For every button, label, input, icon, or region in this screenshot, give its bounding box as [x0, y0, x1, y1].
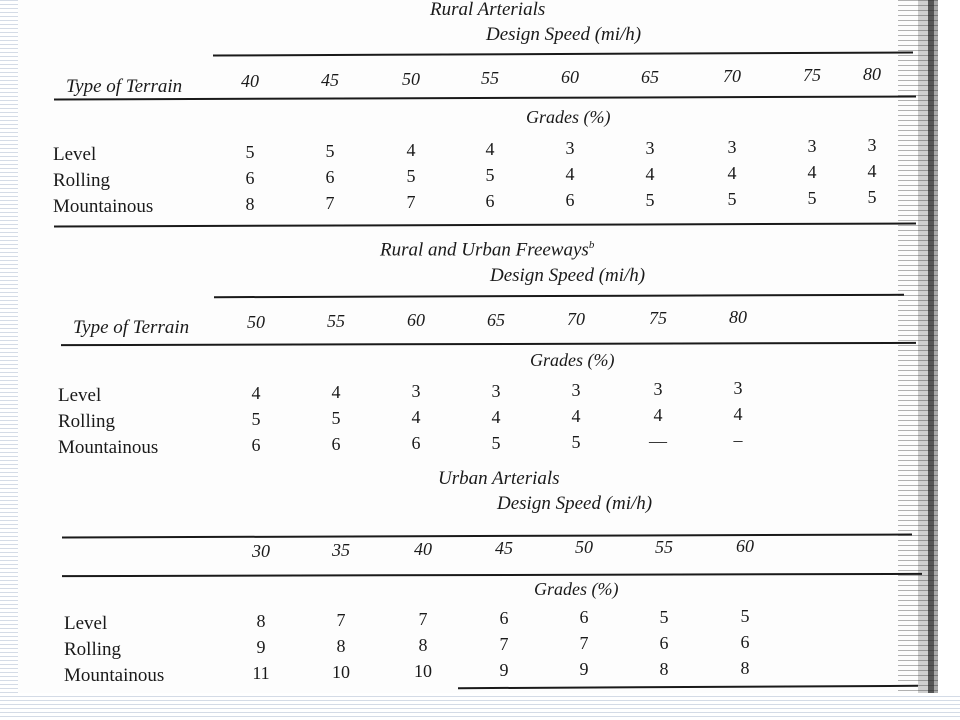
grade-cell: 5 [331, 408, 341, 429]
rural-arterials-design-speed-label: Design Speed (mi/h) [486, 24, 642, 45]
grade-cell: 5 [251, 409, 261, 429]
design-speed-cell: 50 [247, 312, 265, 332]
terrain-row-label: Mountainous [53, 196, 154, 217]
rural-arterials-top-rule [213, 51, 913, 56]
terrain-row-label: Mountainous [58, 437, 159, 458]
grade-cell: 3 [867, 134, 877, 155]
grade-cell: 4 [485, 139, 495, 160]
grade-cell: 6 [579, 607, 589, 628]
design-speed-cell: 45 [321, 70, 339, 91]
design-speed-cell: 60 [561, 67, 579, 88]
design-speed-cell: 60 [736, 535, 754, 556]
grade-cell: 9 [499, 660, 509, 681]
design-speed-cell: 40 [414, 539, 432, 560]
rural-arterials-header-rule [54, 95, 916, 100]
design-speed-cell: 65 [487, 309, 505, 330]
terrain-row-label: Rolling [64, 639, 122, 660]
urban-arterials-design-speed-label: Design Speed (mi/h) [497, 493, 653, 514]
grade-cell: 10 [332, 662, 350, 683]
grade-cell: 4 [653, 405, 663, 425]
grade-cell: 5 [245, 142, 255, 162]
rural-arterials-terrain-header: Type of Terrain [66, 76, 183, 97]
design-speed-cell: 75 [649, 308, 667, 328]
grade-cell: 9 [579, 659, 589, 680]
slide-left-border [0, 0, 18, 720]
grade-cell: 5 [645, 189, 655, 210]
freeways-design-speed-label: Design Speed (mi/h) [490, 265, 646, 286]
rural-arterials-bottom-rule [54, 222, 916, 227]
grade-cell: 3 [733, 378, 743, 399]
freeways-title: Rural and Urban Freeways$^b$ [380, 239, 595, 261]
urban-arterials-title: Urban Arterials [438, 468, 560, 489]
grade-cell: 5 [659, 606, 669, 627]
design-speed-cell: 60 [407, 310, 425, 331]
grade-cell: 4 [331, 382, 341, 403]
grade-cell: 5 [807, 187, 817, 208]
grade-cell: 5 [740, 605, 750, 626]
grade-cell: 3 [727, 136, 737, 157]
design-speed-cell: 75 [803, 64, 821, 85]
grade-cell: 9 [256, 637, 266, 657]
grade-cell: 5 [727, 188, 737, 209]
grade-cell: 4 [727, 162, 737, 183]
grade-cell: 5 [325, 141, 335, 162]
grade-cell: 4 [251, 383, 261, 403]
grade-cell: 5 [867, 186, 877, 207]
terrain-row-label: Mountainous [64, 665, 165, 686]
design-speed-cell: 50 [575, 537, 593, 558]
freeways-header-rule [61, 342, 916, 346]
grade-cell: 3 [565, 138, 575, 159]
grade-cell: 3 [807, 135, 817, 156]
urban-arterials-grades-label: Grades (%) [534, 579, 619, 599]
grade-cell: 5 [571, 431, 581, 452]
slide-right-margin [938, 0, 960, 693]
grade-cell: 4 [411, 407, 421, 428]
freeways-title-footnote: b [588, 239, 595, 251]
design-speed-cell: 70 [723, 65, 741, 86]
grade-cell: 7 [418, 609, 428, 630]
design-speed-cell: 55 [655, 536, 673, 557]
grade-cell: 6 [485, 191, 495, 212]
grade-cell: 7 [579, 633, 589, 654]
grade-cell: 11 [252, 663, 270, 683]
grade-cell: 7 [406, 192, 416, 213]
grade-cell: 6 [659, 632, 669, 653]
design-speed-cell: 40 [241, 71, 259, 91]
terrain-row-label: Level [53, 144, 97, 165]
freeways-terrain-header: Type of Terrain [73, 317, 190, 338]
grade-cell: 8 [245, 194, 255, 214]
grade-cell: 6 [411, 433, 421, 454]
design-speed-cell: 70 [567, 308, 585, 329]
grade-cell: 4 [565, 164, 575, 185]
grade-cell: 7 [336, 610, 346, 631]
terrain-row-label: Level [64, 613, 108, 634]
grade-cell: — [649, 431, 667, 451]
terrain-row-label: Level [58, 385, 102, 406]
grade-cell: 6 [499, 608, 509, 629]
grade-cell: 7 [499, 634, 509, 655]
grade-cell: 6 [251, 435, 261, 455]
rural-arterials-grades-label: Grades (%) [526, 107, 611, 127]
grade-cell: 4 [645, 163, 655, 184]
grade-cell: 3 [645, 137, 655, 158]
slide-bottom-border [0, 693, 960, 720]
urban-arterials-bottom-rule [458, 685, 918, 689]
grade-cell: 4 [733, 404, 743, 425]
grade-cell: 5 [491, 432, 501, 453]
terrain-row-label: Rolling [58, 411, 116, 432]
grade-cell: 3 [411, 381, 421, 402]
grade-cell: 6 [245, 168, 255, 188]
grade-cell: 4 [406, 140, 416, 161]
design-speed-cell: 80 [729, 307, 747, 328]
grade-cell: 4 [571, 405, 581, 426]
grade-cell: 8 [256, 611, 266, 631]
grade-cell: 8 [336, 636, 346, 657]
grade-cell: 3 [491, 380, 501, 401]
rural-arterials-title: Rural Arterials [430, 0, 546, 20]
design-speed-cell: 35 [332, 540, 350, 561]
scanned-page [18, 0, 938, 693]
design-speed-cell: 45 [495, 538, 513, 559]
design-speed-cell: 65 [641, 66, 659, 87]
grade-cell: 6 [740, 631, 750, 652]
grade-cell: 4 [807, 161, 817, 182]
terrain-row-label: Rolling [53, 170, 111, 191]
design-speed-cell: 30 [252, 541, 270, 561]
grade-cell: 8 [740, 657, 750, 678]
grade-cell: 3 [571, 379, 581, 400]
design-speed-cell: 80 [863, 63, 881, 84]
design-speed-cell: 55 [481, 68, 499, 89]
grade-cell: 4 [491, 406, 501, 427]
grade-cell: 6 [331, 434, 341, 455]
grade-cell: 6 [325, 167, 335, 188]
grade-cell: 10 [414, 661, 432, 682]
design-speed-cell: 50 [402, 69, 420, 90]
grade-cell: 4 [867, 160, 877, 181]
freeways-top-rule [214, 294, 904, 298]
grade-cell: 5 [485, 165, 495, 186]
urban-arterials-top-rule [62, 534, 912, 539]
book-spine-shadow [898, 0, 938, 693]
grade-cell: 6 [565, 190, 575, 211]
grade-cell: 5 [406, 166, 416, 187]
freeways-grades-label: Grades (%) [530, 350, 615, 370]
grade-cell: 7 [325, 193, 335, 214]
grade-cell: 3 [653, 379, 663, 399]
urban-arterials-header-rule [62, 573, 922, 577]
grade-cell: – [733, 430, 743, 451]
design-speed-cell: 55 [327, 311, 345, 332]
grade-cell: 8 [418, 635, 428, 656]
grade-cell: 8 [659, 658, 669, 679]
